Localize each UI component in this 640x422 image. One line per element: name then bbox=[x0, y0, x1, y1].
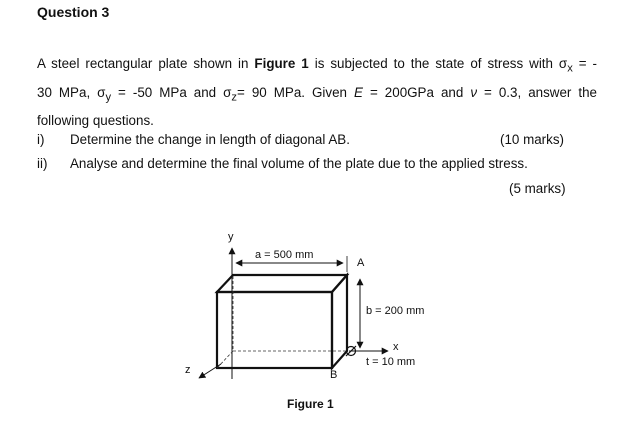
item-text: Determine the change in length of diagonal AB. bbox=[70, 132, 350, 147]
item-number: i) bbox=[37, 132, 45, 147]
plate-top-face bbox=[217, 275, 347, 292]
item-2-marks: (5 marks) bbox=[509, 181, 566, 196]
point-a-label: A bbox=[357, 257, 365, 269]
z-axis-label: z bbox=[185, 364, 191, 376]
dim-b-label: b = 200 mm bbox=[366, 305, 425, 317]
figure-reference: Figure 1 bbox=[254, 56, 309, 71]
intro-line-3: following questions. bbox=[37, 113, 154, 129]
plate-front-face bbox=[217, 292, 332, 368]
item-number: ii) bbox=[37, 156, 48, 171]
dim-t-label: t = 10 mm bbox=[366, 356, 416, 368]
plate-right-face bbox=[332, 275, 347, 368]
z-axis bbox=[199, 364, 221, 378]
figure-caption: Figure 1 bbox=[287, 397, 334, 411]
intro-line-2: 30 MPa, $\sigma_y = -50$ MPa and $\sigma_z= 90$ MPa. Given E = 200GPa and ν = 0.3, answer the bbox=[37, 84, 598, 104]
dim-a-label: a = 500 mm bbox=[255, 249, 314, 261]
item-text: Analyse and determine the final volume of the plate due to the applied stress. bbox=[70, 156, 528, 171]
intro-line-1: A steel rectangular plate shown in Figure 1 is subjected to the state of stress with $\sigma_x$ = - bbox=[37, 56, 597, 75]
x-axis-label: x bbox=[393, 341, 399, 353]
point-b-label: B bbox=[330, 369, 338, 381]
question-title: Question 3 bbox=[37, 4, 110, 20]
item-marks: (10 marks) bbox=[500, 132, 564, 147]
y-axis-label: y bbox=[228, 231, 234, 243]
